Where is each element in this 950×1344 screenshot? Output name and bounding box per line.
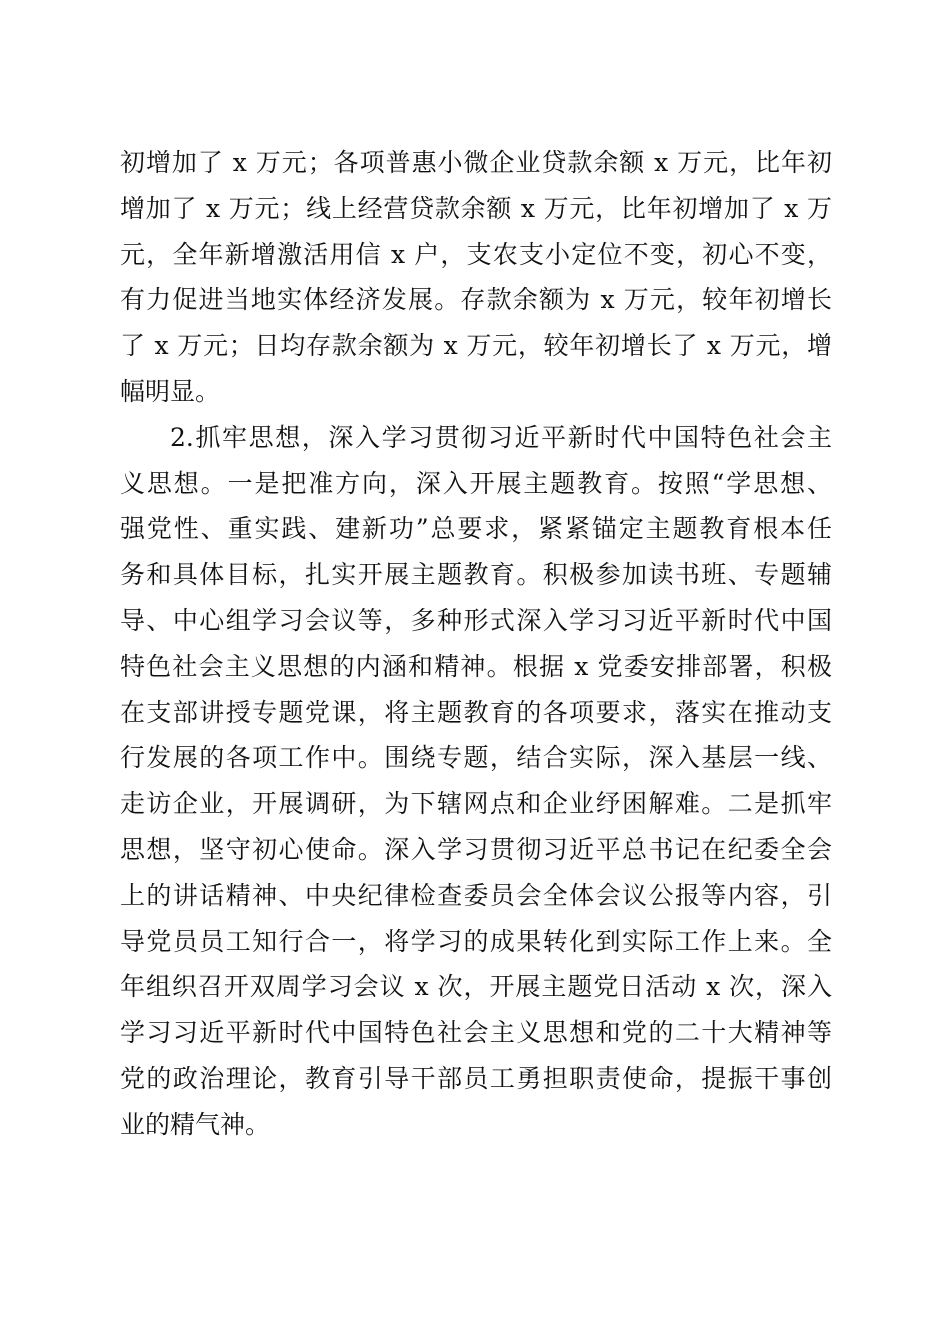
paragraph-line: 导党员员工知行合一，将学习的成果转化到实际工作上来。全 xyxy=(120,926,832,956)
paragraph-line: 务和具体目标，扎实开展主题教育。积极参加读书班、专题辅 xyxy=(120,560,832,590)
paragraph-line: 行发展的各项工作中。围绕专题，结合实际，深入基层一线、 xyxy=(120,743,832,773)
paragraph-line: 义思想。一是把准方向，深入开展主题教育。按照“学思想、 xyxy=(120,468,832,498)
paragraph-2 xyxy=(120,415,832,1148)
paragraph-line: 走访企业，开展调研，为下辖网点和企业纾困解难。二是抓牢 xyxy=(120,789,832,819)
paragraph-line: 了 x 万元；日均存款余额为 x 万元，较年初增长了 x 万元，增 xyxy=(120,331,832,361)
paragraph-line: 党的政治理论，教育引导干部员工勇担职责使命，提振干事创 xyxy=(120,1063,832,1093)
paragraph-line: 业的精气神。 xyxy=(120,1109,271,1139)
paragraph-first-line: 2.抓牢思想，深入学习贯彻习近平新时代中国特色社会主 xyxy=(170,422,832,452)
paragraph-line: 增加了 x 万元；线上经营贷款余额 x 万元，比年初增加了 x 万 xyxy=(120,193,832,223)
paragraph-line: 思想，坚守初心使命。深入学习贯彻习近平总书记在纪委全会 xyxy=(120,834,832,864)
paragraph-line: 强党性、重实践、建新功”总要求，紧紧锚定主题教育根本任 xyxy=(120,514,832,544)
paragraph-line: 初增加了 x 万元；各项普惠小微企业贷款余额 x 万元，比年初 xyxy=(120,148,832,177)
paragraph-1 xyxy=(120,140,832,415)
paragraph-line: 学习习近平新时代中国特色社会主义思想和党的二十大精神等 xyxy=(120,1018,832,1048)
paragraph-line: 特色社会主义思想的内涵和精神。根据 x 党委安排部署，积极 xyxy=(120,651,832,681)
paragraph-line: 年组织召开双周学习会议 x 次，开展主题党日活动 x 次，深入 xyxy=(120,972,832,1002)
paragraph-line: 在支部讲授专题党课，将主题教育的各项要求，落实在推动支 xyxy=(120,697,832,727)
paragraph-line: 导、中心组学习会议等，多种形式深入学习习近平新时代中国 xyxy=(120,605,832,635)
paragraph-line: 上的讲话精神、中央纪律检查委员会全体会议公报等内容，引 xyxy=(120,880,832,910)
document-body xyxy=(120,140,832,1148)
paragraph-line: 幅明显。 xyxy=(120,376,221,406)
paragraph-line: 有力促进当地实体经济发展。存款余额为 x 万元，较年初增长 xyxy=(120,285,832,315)
paragraph-line: 元，全年新增激活用信 x 户，支农支小定位不变，初心不变， xyxy=(120,239,832,269)
